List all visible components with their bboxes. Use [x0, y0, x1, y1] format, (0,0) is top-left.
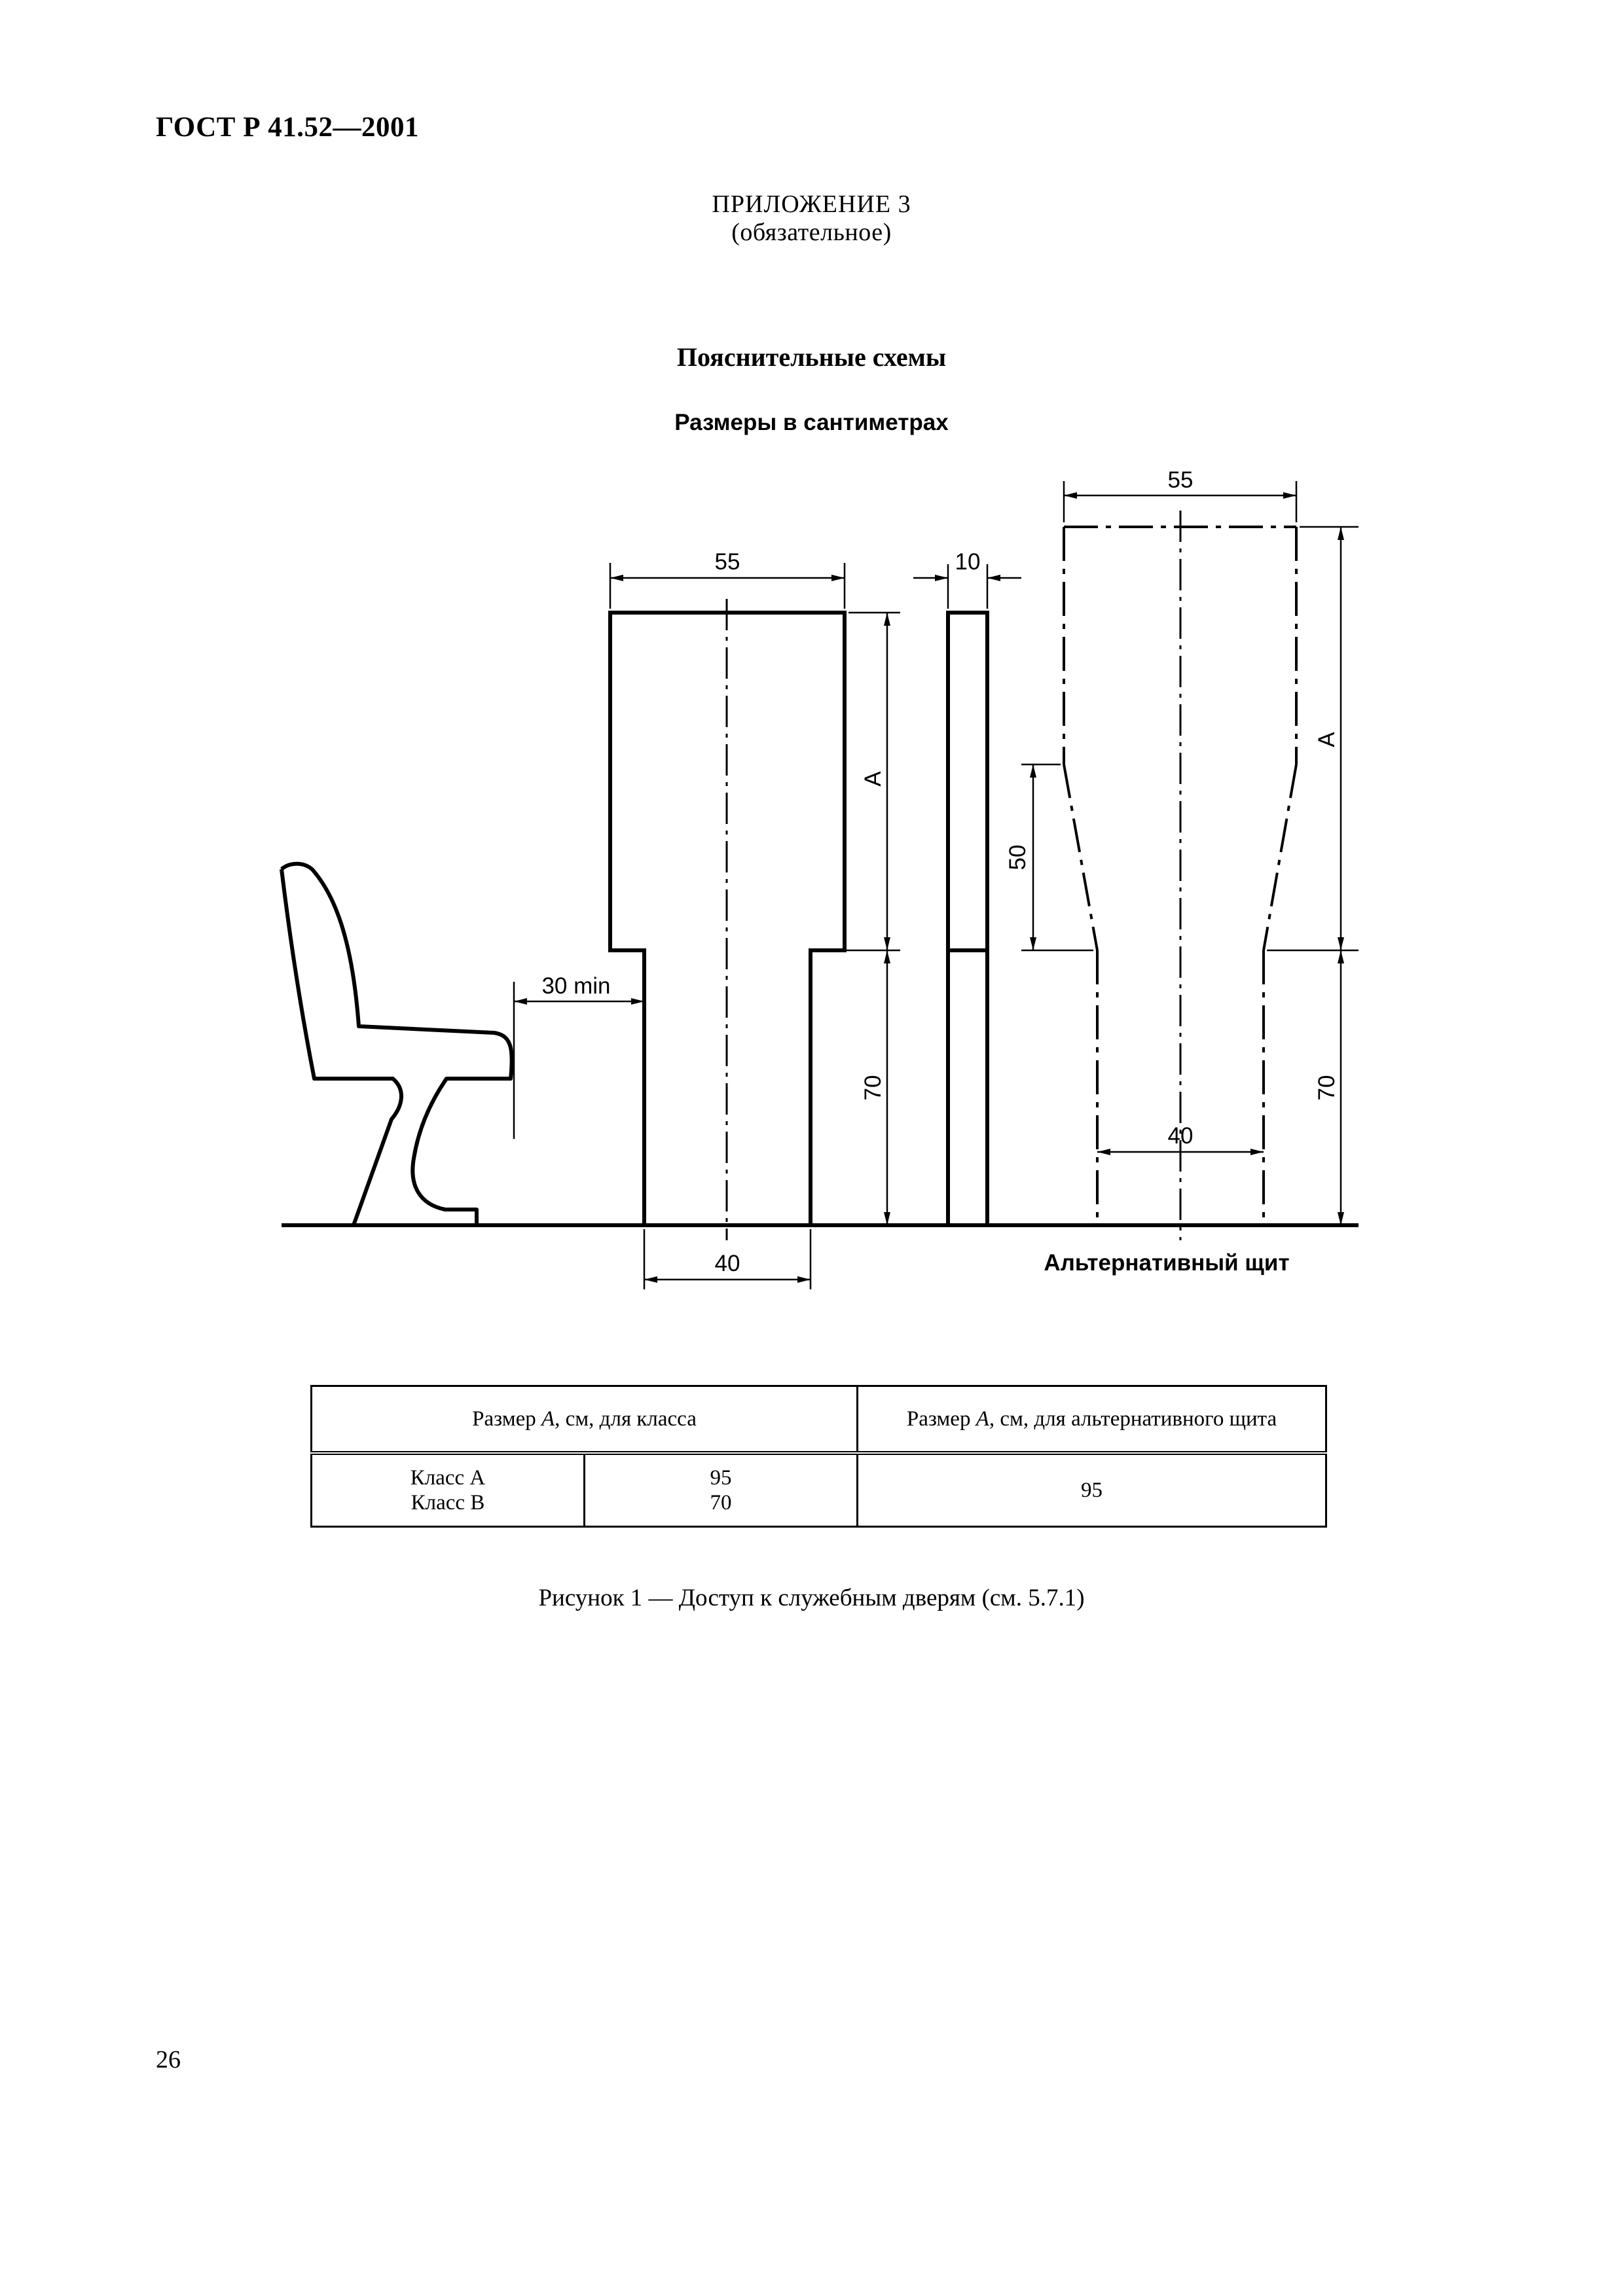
- alt-lower-label: 70: [1314, 1075, 1340, 1101]
- main-width-label: 55: [714, 549, 740, 575]
- class-b-value: 70: [710, 1491, 732, 1515]
- appendix-title: ПРИЛОЖЕНИЕ 3: [712, 190, 911, 218]
- side-panel: [948, 613, 987, 1225]
- alternative-panel-label: Альтернативный щит: [1044, 1250, 1290, 1276]
- panel-thickness-label: 10: [955, 549, 981, 575]
- table-row: [312, 1453, 1326, 1527]
- header-class-cell: Размер A, см, для класса: [312, 1386, 858, 1454]
- class-a-value: 95: [710, 1466, 732, 1490]
- class-labels-cell: [312, 1453, 585, 1527]
- alt-width-label: 55: [1167, 467, 1194, 493]
- units-note: Размеры в сантиметрах: [674, 410, 949, 435]
- page-number: 26: [156, 2046, 181, 2073]
- main-base-label: 40: [714, 1251, 740, 1276]
- section-title: Пояснительные схемы: [676, 342, 947, 372]
- seat-clearance-label: 30 min: [541, 973, 611, 999]
- class-values-cell: [585, 1453, 858, 1527]
- alt-upper-label: A: [1314, 732, 1340, 747]
- main-upper-label: A: [860, 771, 886, 787]
- figure-caption: Рисунок 1 — Доступ к служебным дверям (см. 5.7.1): [538, 1585, 1085, 1611]
- class-b-label: Класс B: [410, 1491, 485, 1515]
- class-a-label: Класс A: [410, 1466, 486, 1490]
- alt-base-label: 40: [1167, 1123, 1194, 1149]
- header-alt-cell: Размер A, см, для альтернативного щита: [858, 1386, 1326, 1454]
- appendix-note: (обязательное): [731, 219, 892, 246]
- main-lower-label: 70: [860, 1075, 886, 1101]
- dimension-table: [310, 1385, 1327, 1528]
- alt-taper-label: 50: [1005, 844, 1030, 870]
- table-header-row: [312, 1386, 1326, 1454]
- alt-value-cell: 95: [858, 1453, 1326, 1527]
- seat-drawing: [282, 864, 512, 1225]
- document-code: ГОСТ Р 41.52—2001: [156, 112, 420, 143]
